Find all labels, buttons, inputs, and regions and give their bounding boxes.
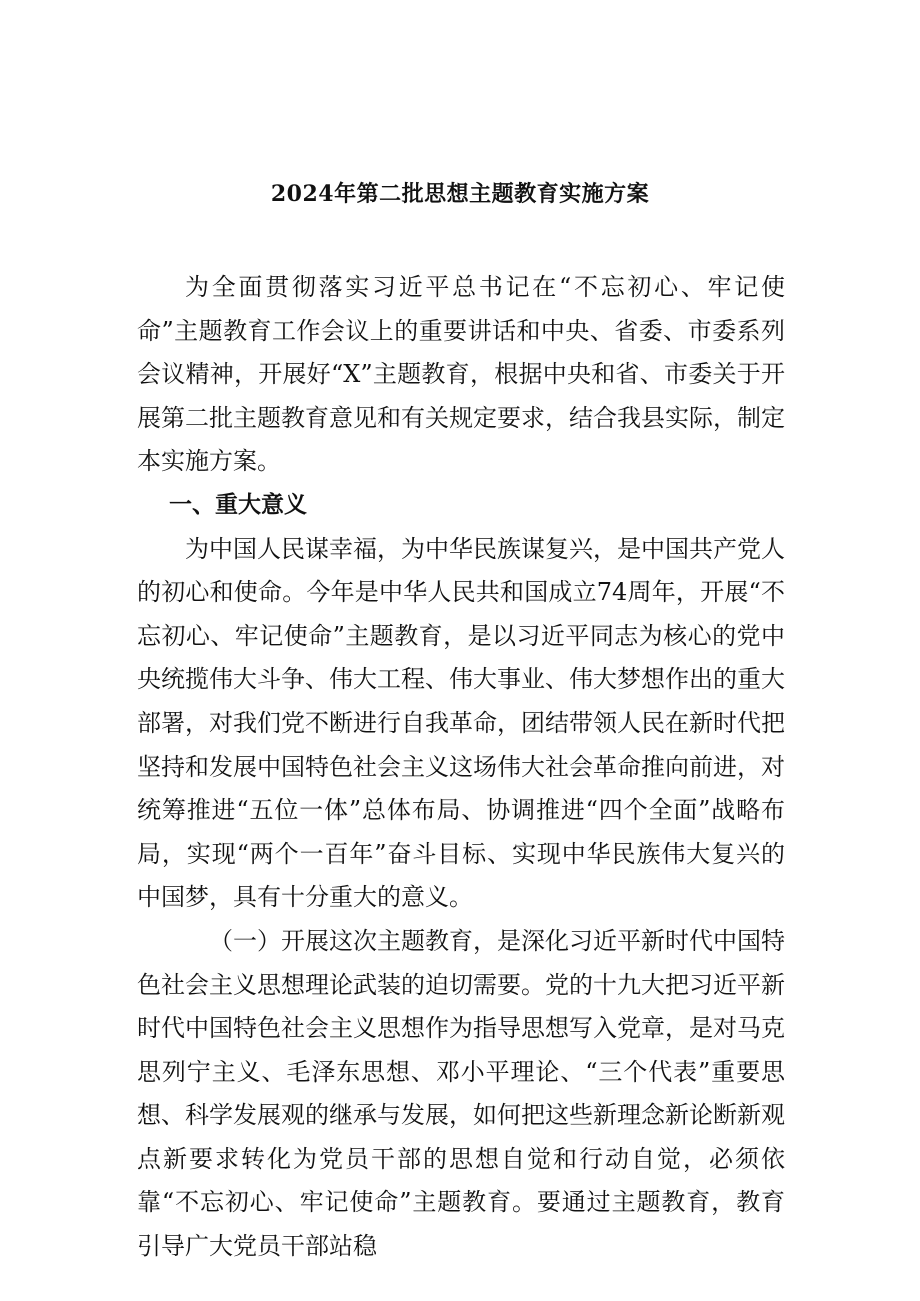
body-paragraph: 为中国人民谋幸福，为中华民族谋复兴，是中国共产党人的初心和使命。今年是中华人民共和国成立74周年，开展“不忘初心、牢记使命”主题教育，是以习近平同志为核心的党中央统揽伟大斗争、伟大工程、伟大事业、伟大梦想作出的重大部署，对我们党不断进行自我革命，团结带领人民在新时代把坚持和发展中国特色社会主义这场伟大社会革命推向前进，对统筹推进“五位一体”总体布局、协调推进“四个全面”战略布局，实现“两个一百年”奋斗目标、实现中华民族伟大复兴的中国梦，具有十分重大的意义。	[137, 534, 785, 912]
intro-paragraph: 为全面贯彻落实习近平总书记在“不忘初心、牢记使命”主题教育工作会议上的重要讲话和中央、省委、市委系列会议精神，开展好“X”主题教育，根据中央和省、市委关于开展第二批主题教育意见和有关规定要求，结合我县实际，制定本实施方案。	[137, 273, 785, 476]
document-body	[137, 266, 785, 1269]
document-title: 2024年第二批思想主题教育实施方案	[270, 181, 650, 207]
body-paragraph: （一）开展这次主题教育，是深化习近平新时代中国特色社会主义思想理论武装的迫切需要。党的十九大把习近平新时代中国特色社会主义思想作为指导思想写入党章，是对马克思列宁主义、毛泽东思想、邓小平理论、“三个代表”重要思想、科学发展观的继承与发展，如何把这些新理念新论断新观点新要求转化为党员干部的思想自觉和行动自觉，必须依靠“不忘初心、牢记使命”主题教育。要通过主题教育，教育引导广大党员干部站稳	[137, 926, 785, 1261]
section-heading: 一、重大意义	[169, 491, 307, 518]
